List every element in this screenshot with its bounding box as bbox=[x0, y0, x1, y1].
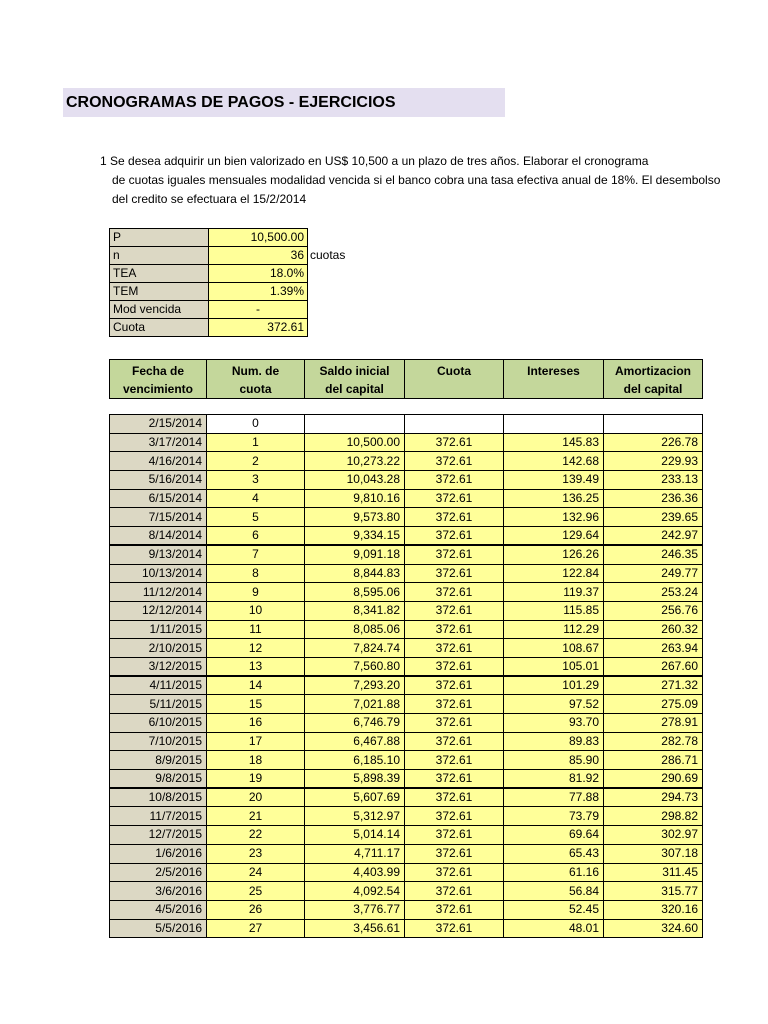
cell-fecha[interactable]: 3/6/2016 bbox=[110, 882, 207, 901]
cell-amortizacion[interactable]: 294.73 bbox=[604, 788, 703, 807]
cell-saldo[interactable]: 5,898.39 bbox=[305, 770, 405, 789]
cell-num-cuota[interactable]: 11 bbox=[207, 620, 305, 639]
cell-intereses[interactable]: 126.26 bbox=[504, 545, 604, 564]
cell-fecha[interactable]: 4/5/2016 bbox=[110, 900, 207, 919]
cell-intereses[interactable]: 85.90 bbox=[504, 751, 604, 770]
cell-amortizacion[interactable]: 311.45 bbox=[604, 863, 703, 882]
cell-num-cuota[interactable]: 10 bbox=[207, 601, 305, 620]
cell-intereses[interactable]: 108.67 bbox=[504, 639, 604, 658]
cell-cuota[interactable]: 372.61 bbox=[405, 807, 504, 826]
cell-intereses[interactable]: 115.85 bbox=[504, 601, 604, 620]
param-value[interactable]: - bbox=[209, 301, 308, 319]
cell-num-cuota[interactable]: 14 bbox=[207, 676, 305, 695]
cell-intereses[interactable]: 139.49 bbox=[504, 471, 604, 490]
cell-amortizacion[interactable]: 242.97 bbox=[604, 527, 703, 546]
cell-cuota[interactable]: 372.61 bbox=[405, 527, 504, 546]
table-row bbox=[110, 900, 703, 919]
cell-fecha[interactable]: 7/10/2015 bbox=[110, 732, 207, 751]
cell-num-cuota[interactable]: 13 bbox=[207, 657, 305, 676]
cell-fecha[interactable]: 5/16/2014 bbox=[110, 471, 207, 490]
cell-cuota[interactable]: 372.61 bbox=[405, 471, 504, 490]
cell-fecha[interactable]: 2/15/2014 bbox=[110, 415, 207, 434]
cell-fecha[interactable]: 12/12/2014 bbox=[110, 601, 207, 620]
table-row bbox=[110, 564, 703, 583]
cell-cuota[interactable]: 372.61 bbox=[405, 863, 504, 882]
cell-num-cuota[interactable]: 2 bbox=[207, 452, 305, 471]
header-amort-line1: Amortizacion bbox=[614, 364, 691, 378]
cell-cuota[interactable]: 372.61 bbox=[405, 583, 504, 602]
cell-num-cuota[interactable]: 26 bbox=[207, 900, 305, 919]
cell-intereses[interactable]: 73.79 bbox=[504, 807, 604, 826]
cell-saldo[interactable] bbox=[305, 415, 405, 434]
cell-saldo[interactable]: 10,273.22 bbox=[305, 452, 405, 471]
header-amort bbox=[604, 360, 703, 399]
table-row bbox=[110, 415, 703, 434]
cell-amortizacion[interactable]: 307.18 bbox=[604, 844, 703, 863]
cell-amortizacion[interactable]: 239.65 bbox=[604, 508, 703, 527]
table-row bbox=[110, 844, 703, 863]
cell-amortizacion[interactable]: 286.71 bbox=[604, 751, 703, 770]
payment-schedule-table bbox=[109, 414, 703, 938]
cell-num-cuota[interactable]: 8 bbox=[207, 564, 305, 583]
cell-fecha[interactable]: 5/5/2016 bbox=[110, 919, 207, 938]
cell-saldo[interactable]: 8,844.83 bbox=[305, 564, 405, 583]
cell-amortizacion[interactable]: 256.76 bbox=[604, 601, 703, 620]
table-row bbox=[110, 882, 703, 901]
cell-fecha[interactable]: 7/15/2014 bbox=[110, 508, 207, 527]
param-value[interactable]: 18.0% bbox=[209, 265, 308, 283]
table-row bbox=[110, 452, 703, 471]
cell-intereses[interactable]: 81.92 bbox=[504, 770, 604, 789]
table-row bbox=[110, 732, 703, 751]
param-unit: cuotas bbox=[310, 248, 346, 262]
cell-saldo[interactable]: 9,810.16 bbox=[305, 489, 405, 508]
cell-saldo[interactable]: 9,573.80 bbox=[305, 508, 405, 527]
param-key: TEM bbox=[110, 283, 209, 301]
cell-num-cuota[interactable]: 7 bbox=[207, 545, 305, 564]
table-row bbox=[110, 919, 703, 938]
cell-cuota[interactable]: 372.61 bbox=[405, 844, 504, 863]
cell-saldo[interactable]: 5,607.69 bbox=[305, 788, 405, 807]
cell-fecha[interactable]: 9/8/2015 bbox=[110, 770, 207, 789]
param-row bbox=[110, 283, 349, 301]
param-row bbox=[110, 301, 349, 319]
cell-num-cuota[interactable]: 20 bbox=[207, 788, 305, 807]
cell-intereses[interactable]: 129.64 bbox=[504, 527, 604, 546]
cell-saldo[interactable]: 3,456.61 bbox=[305, 919, 405, 938]
cell-fecha[interactable]: 4/16/2014 bbox=[110, 452, 207, 471]
cell-num-cuota[interactable]: 18 bbox=[207, 751, 305, 770]
param-key: Mod vencida bbox=[110, 301, 209, 319]
header-intereses bbox=[504, 360, 604, 399]
cell-intereses[interactable]: 145.83 bbox=[504, 433, 604, 452]
cell-fecha[interactable]: 12/7/2015 bbox=[110, 826, 207, 845]
table-row bbox=[110, 527, 703, 546]
cell-cuota[interactable]: 372.61 bbox=[405, 601, 504, 620]
cell-fecha[interactable]: 11/7/2015 bbox=[110, 807, 207, 826]
table-row bbox=[110, 433, 703, 452]
cell-saldo[interactable]: 5,312.97 bbox=[305, 807, 405, 826]
cell-num-cuota[interactable]: 21 bbox=[207, 807, 305, 826]
cell-cuota[interactable]: 372.61 bbox=[405, 695, 504, 714]
header-fecha-line1: Fecha de bbox=[131, 364, 185, 378]
schedule-header-row bbox=[110, 360, 703, 399]
schedule-header bbox=[109, 359, 703, 399]
table-row bbox=[110, 620, 703, 639]
table-row bbox=[110, 489, 703, 508]
cell-num-cuota[interactable]: 27 bbox=[207, 919, 305, 938]
cell-fecha[interactable]: 8/9/2015 bbox=[110, 751, 207, 770]
cell-num-cuota[interactable]: 16 bbox=[207, 714, 305, 733]
cell-saldo[interactable]: 6,467.88 bbox=[305, 732, 405, 751]
cell-cuota[interactable]: 372.61 bbox=[405, 751, 504, 770]
cell-num-cuota[interactable]: 1 bbox=[207, 433, 305, 452]
cell-cuota[interactable] bbox=[405, 415, 504, 434]
param-value[interactable]: 1.39% bbox=[209, 283, 308, 301]
cell-cuota[interactable]: 372.61 bbox=[405, 639, 504, 658]
cell-intereses[interactable]: 65.43 bbox=[504, 844, 604, 863]
cell-fecha[interactable]: 3/17/2014 bbox=[110, 433, 207, 452]
cell-cuota[interactable]: 372.61 bbox=[405, 770, 504, 789]
header-intereses-line1: Intereses bbox=[527, 364, 580, 378]
cell-amortizacion[interactable]: 229.93 bbox=[604, 452, 703, 471]
table-row bbox=[110, 695, 703, 714]
loan-parameters-table bbox=[109, 228, 349, 337]
cell-fecha[interactable]: 1/6/2016 bbox=[110, 844, 207, 863]
cell-amortizacion[interactable]: 298.82 bbox=[604, 807, 703, 826]
cell-cuota[interactable]: 372.61 bbox=[405, 564, 504, 583]
cell-fecha[interactable]: 9/13/2014 bbox=[110, 545, 207, 564]
cell-amortizacion[interactable]: 236.36 bbox=[604, 489, 703, 508]
cell-cuota[interactable]: 372.61 bbox=[405, 433, 504, 452]
cell-cuota[interactable]: 372.61 bbox=[405, 900, 504, 919]
cell-intereses[interactable] bbox=[504, 415, 604, 434]
cell-intereses[interactable]: 69.64 bbox=[504, 826, 604, 845]
table-row bbox=[110, 676, 703, 695]
cell-saldo[interactable]: 8,595.06 bbox=[305, 583, 405, 602]
page-title: CRONOGRAMAS DE PAGOS - EJERCICIOS bbox=[63, 88, 505, 117]
header-num-line2: cuota bbox=[239, 382, 272, 396]
cell-cuota[interactable]: 372.61 bbox=[405, 489, 504, 508]
cell-cuota[interactable]: 372.61 bbox=[405, 508, 504, 527]
param-row bbox=[110, 229, 349, 247]
header-cuota bbox=[405, 360, 504, 399]
table-row bbox=[110, 807, 703, 826]
table-row bbox=[110, 545, 703, 564]
cell-amortizacion[interactable]: 246.35 bbox=[604, 545, 703, 564]
cell-saldo[interactable]: 4,711.17 bbox=[305, 844, 405, 863]
cell-fecha[interactable]: 10/13/2014 bbox=[110, 564, 207, 583]
cell-fecha[interactable]: 11/12/2014 bbox=[110, 583, 207, 602]
cell-saldo[interactable]: 7,560.80 bbox=[305, 657, 405, 676]
cell-cuota[interactable]: 372.61 bbox=[405, 676, 504, 695]
cell-intereses[interactable]: 48.01 bbox=[504, 919, 604, 938]
cell-num-cuota[interactable]: 3 bbox=[207, 471, 305, 490]
cell-cuota[interactable]: 372.61 bbox=[405, 788, 504, 807]
cell-cuota[interactable]: 372.61 bbox=[405, 452, 504, 471]
cell-saldo[interactable]: 7,293.20 bbox=[305, 676, 405, 695]
cell-fecha[interactable]: 6/15/2014 bbox=[110, 489, 207, 508]
cell-saldo[interactable]: 4,403.99 bbox=[305, 863, 405, 882]
cell-cuota[interactable]: 372.61 bbox=[405, 732, 504, 751]
header-cuota-line1: Cuota bbox=[437, 364, 471, 378]
table-row bbox=[110, 471, 703, 490]
cell-saldo[interactable]: 9,091.18 bbox=[305, 545, 405, 564]
table-row bbox=[110, 788, 703, 807]
cell-cuota[interactable]: 372.61 bbox=[405, 714, 504, 733]
table-row bbox=[110, 657, 703, 676]
cell-amortizacion[interactable]: 278.91 bbox=[604, 714, 703, 733]
cell-intereses[interactable]: 122.84 bbox=[504, 564, 604, 583]
header-amort-line2: del capital bbox=[623, 382, 683, 396]
header-num-line1: Num. de bbox=[231, 364, 280, 378]
cell-amortizacion[interactable]: 282.78 bbox=[604, 732, 703, 751]
cell-fecha[interactable]: 2/10/2015 bbox=[110, 639, 207, 658]
cell-saldo[interactable]: 4,092.54 bbox=[305, 882, 405, 901]
param-value[interactable]: 372.61 bbox=[209, 319, 308, 337]
cell-intereses[interactable]: 61.16 bbox=[504, 863, 604, 882]
header-fecha bbox=[110, 360, 207, 399]
table-row bbox=[110, 826, 703, 845]
cell-intereses[interactable]: 132.96 bbox=[504, 508, 604, 527]
table-row bbox=[110, 508, 703, 527]
cell-intereses[interactable]: 119.37 bbox=[504, 583, 604, 602]
cell-intereses[interactable]: 97.52 bbox=[504, 695, 604, 714]
param-row bbox=[110, 265, 349, 283]
cell-num-cuota[interactable]: 17 bbox=[207, 732, 305, 751]
cell-cuota[interactable]: 372.61 bbox=[405, 620, 504, 639]
cell-fecha[interactable]: 2/5/2016 bbox=[110, 863, 207, 882]
cell-intereses[interactable]: 93.70 bbox=[504, 714, 604, 733]
cell-intereses[interactable]: 56.84 bbox=[504, 882, 604, 901]
cell-cuota[interactable]: 372.61 bbox=[405, 919, 504, 938]
problem-line-1 bbox=[100, 152, 768, 171]
cell-num-cuota[interactable]: 4 bbox=[207, 489, 305, 508]
cell-saldo[interactable]: 8,085.06 bbox=[305, 620, 405, 639]
cell-amortizacion[interactable]: 271.32 bbox=[604, 676, 703, 695]
cell-num-cuota[interactable]: 25 bbox=[207, 882, 305, 901]
param-value[interactable]: 10,500.00 bbox=[209, 229, 308, 247]
problem-line-2: de cuotas iguales mensuales modalidad vencida si el banco cobra una tasa efectiva anual de 18%. El desembolso bbox=[112, 173, 721, 187]
cell-amortizacion[interactable]: 263.94 bbox=[604, 639, 703, 658]
cell-amortizacion[interactable]: 320.16 bbox=[604, 900, 703, 919]
cell-amortizacion[interactable]: 324.60 bbox=[604, 919, 703, 938]
cell-num-cuota[interactable]: 6 bbox=[207, 527, 305, 546]
cell-amortizacion[interactable] bbox=[604, 415, 703, 434]
cell-fecha[interactable]: 8/14/2014 bbox=[110, 527, 207, 546]
cell-amortizacion[interactable]: 226.78 bbox=[604, 433, 703, 452]
problem-number: 1 bbox=[100, 154, 107, 168]
cell-saldo[interactable]: 6,746.79 bbox=[305, 714, 405, 733]
param-key: TEA bbox=[110, 265, 209, 283]
cell-cuota[interactable]: 372.61 bbox=[405, 882, 504, 901]
header-saldo-line2: del capital bbox=[325, 382, 384, 396]
cell-fecha[interactable]: 3/12/2015 bbox=[110, 657, 207, 676]
cell-cuota[interactable]: 372.61 bbox=[405, 545, 504, 564]
header-saldo-line1: Saldo inicial bbox=[319, 364, 390, 378]
cell-fecha[interactable]: 6/10/2015 bbox=[110, 714, 207, 733]
table-row bbox=[110, 639, 703, 658]
cell-num-cuota[interactable]: 0 bbox=[207, 415, 305, 434]
table-row bbox=[110, 601, 703, 620]
cell-num-cuota[interactable]: 22 bbox=[207, 826, 305, 845]
cell-num-cuota[interactable]: 19 bbox=[207, 770, 305, 789]
header-fecha-line2: vencimiento bbox=[122, 382, 194, 396]
param-key: n bbox=[110, 247, 209, 265]
table-row bbox=[110, 770, 703, 789]
param-key: Cuota bbox=[110, 319, 209, 337]
table-row bbox=[110, 751, 703, 770]
cell-fecha[interactable]: 5/11/2015 bbox=[110, 695, 207, 714]
cell-amortizacion[interactable]: 302.97 bbox=[604, 826, 703, 845]
problem-statement bbox=[100, 152, 768, 209]
param-value[interactable]: 36 bbox=[209, 247, 308, 265]
cell-amortizacion[interactable]: 253.24 bbox=[604, 583, 703, 602]
problem-text-1: Se desea adquirir un bien valorizado en US$ 10,500 a un plazo de tres años. Elaborar el cronograma bbox=[110, 154, 649, 168]
cell-num-cuota[interactable]: 12 bbox=[207, 639, 305, 658]
cell-num-cuota[interactable]: 24 bbox=[207, 863, 305, 882]
table-row bbox=[110, 583, 703, 602]
cell-saldo[interactable]: 6,185.10 bbox=[305, 751, 405, 770]
cell-amortizacion[interactable]: 267.60 bbox=[604, 657, 703, 676]
cell-amortizacion[interactable]: 233.13 bbox=[604, 471, 703, 490]
cell-amortizacion[interactable]: 260.32 bbox=[604, 620, 703, 639]
cell-saldo[interactable]: 5,014.14 bbox=[305, 826, 405, 845]
cell-cuota[interactable]: 372.61 bbox=[405, 826, 504, 845]
cell-intereses[interactable]: 112.29 bbox=[504, 620, 604, 639]
cell-num-cuota[interactable]: 9 bbox=[207, 583, 305, 602]
param-row bbox=[110, 319, 349, 337]
cell-intereses[interactable]: 105.01 bbox=[504, 657, 604, 676]
cell-saldo[interactable]: 8,341.82 bbox=[305, 601, 405, 620]
cell-num-cuota[interactable]: 5 bbox=[207, 508, 305, 527]
cell-saldo[interactable]: 10,500.00 bbox=[305, 433, 405, 452]
cell-intereses[interactable]: 142.68 bbox=[504, 452, 604, 471]
cell-cuota[interactable]: 372.61 bbox=[405, 657, 504, 676]
table-row bbox=[110, 714, 703, 733]
problem-line-3: del credito se efectuara el 15/2/2014 bbox=[112, 192, 307, 206]
cell-saldo[interactable]: 7,021.88 bbox=[305, 695, 405, 714]
table-row bbox=[110, 863, 703, 882]
cell-amortizacion[interactable]: 249.77 bbox=[604, 564, 703, 583]
cell-amortizacion[interactable]: 315.77 bbox=[604, 882, 703, 901]
cell-saldo[interactable]: 7,824.74 bbox=[305, 639, 405, 658]
header-num bbox=[207, 360, 305, 399]
cell-fecha[interactable]: 4/11/2015 bbox=[110, 676, 207, 695]
cell-amortizacion[interactable]: 290.69 bbox=[604, 770, 703, 789]
cell-fecha[interactable]: 1/11/2015 bbox=[110, 620, 207, 639]
cell-saldo[interactable]: 9,334.15 bbox=[305, 527, 405, 546]
cell-amortizacion[interactable]: 275.09 bbox=[604, 695, 703, 714]
header-saldo bbox=[305, 360, 405, 399]
cell-num-cuota[interactable]: 23 bbox=[207, 844, 305, 863]
cell-num-cuota[interactable]: 15 bbox=[207, 695, 305, 714]
cell-saldo[interactable]: 3,776.77 bbox=[305, 900, 405, 919]
cell-fecha[interactable]: 10/8/2015 bbox=[110, 788, 207, 807]
param-key: P bbox=[110, 229, 209, 247]
cell-intereses[interactable]: 101.29 bbox=[504, 676, 604, 695]
cell-intereses[interactable]: 52.45 bbox=[504, 900, 604, 919]
cell-intereses[interactable]: 89.83 bbox=[504, 732, 604, 751]
cell-intereses[interactable]: 77.88 bbox=[504, 788, 604, 807]
param-row bbox=[110, 247, 349, 265]
cell-saldo[interactable]: 10,043.28 bbox=[305, 471, 405, 490]
cell-intereses[interactable]: 136.25 bbox=[504, 489, 604, 508]
